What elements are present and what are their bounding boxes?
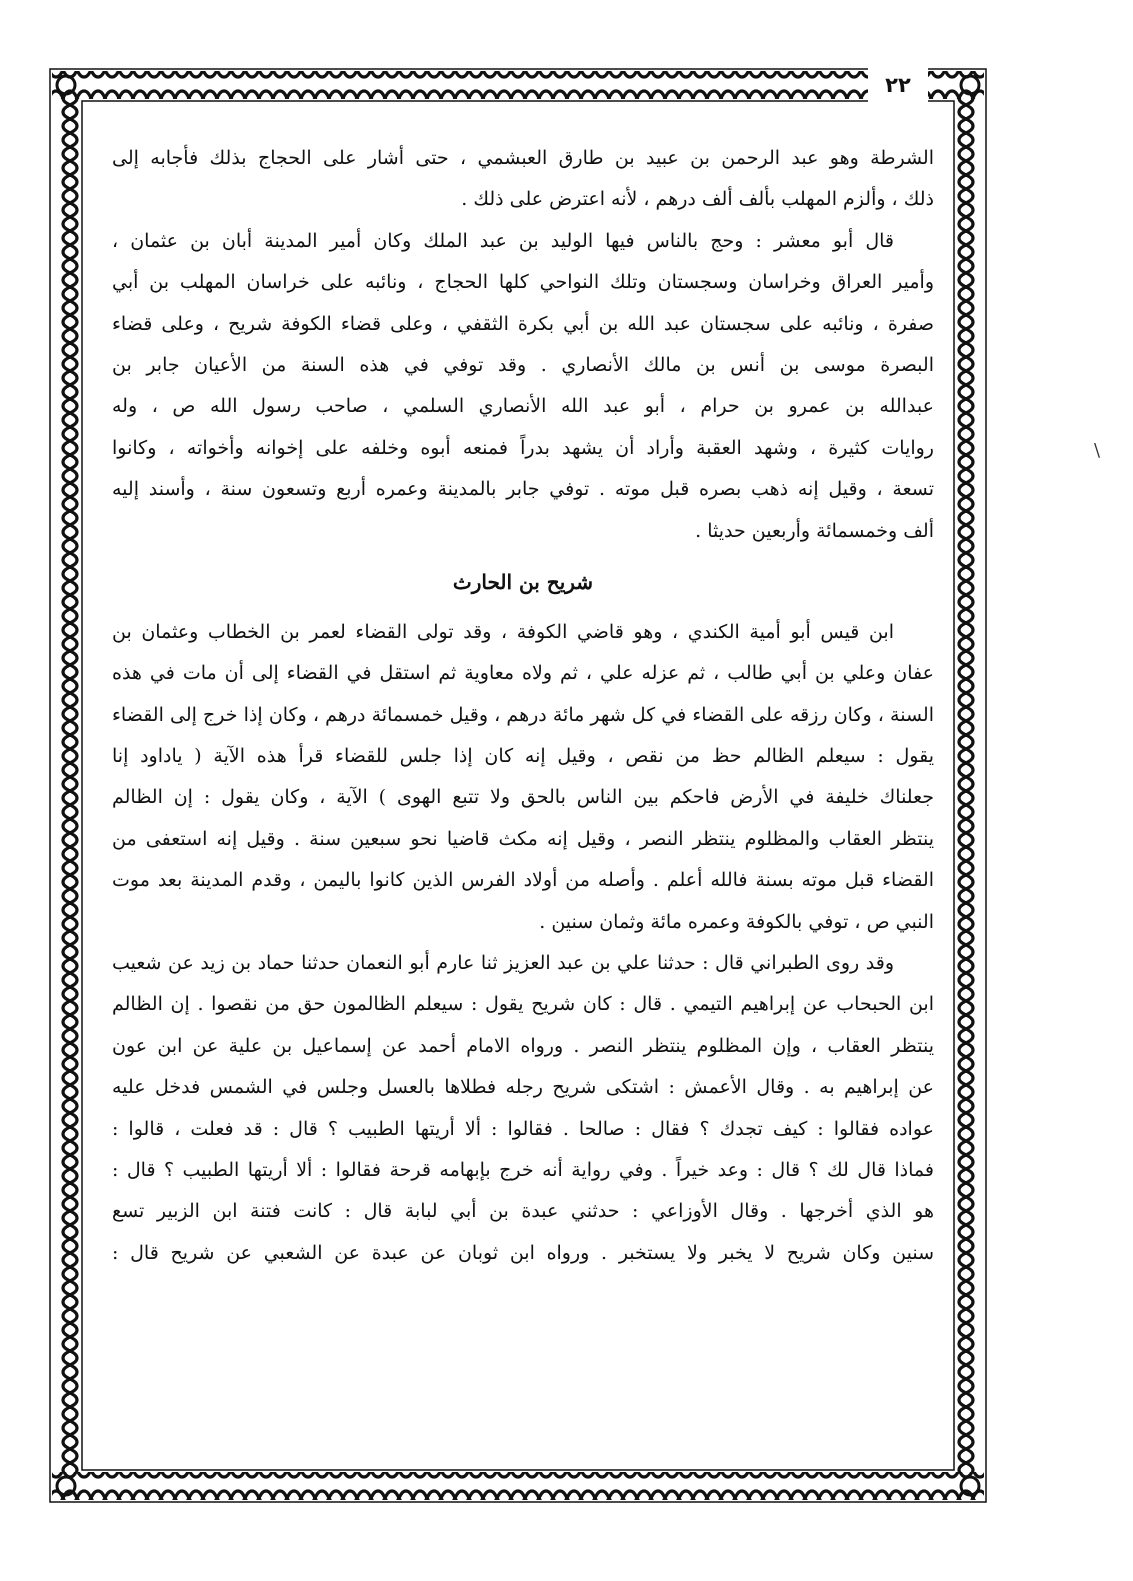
paragraph-4 [112,943,934,1274]
text-line: روايات كثيرة ، وشهد العقبة وأراد أن يشهد بدراً فمنعه أبوه وخلفه على إخوانه وأخواته ، وكانوا [112,436,934,459]
text-line: البصرة موسى بن أنس بن مالك الأنصاري . وقد توفي في هذه السنة من الأعيان جابر بن [112,353,934,376]
paragraph-3 [112,612,934,943]
section-heading: شريح بن الحارث [452,569,594,594]
text-line: سنين وكان شريح لا يخبر ولا يستخبر . ورواه ابن ثوبان عن عبدة عن الشعبي عن شريح قال : [112,1241,934,1264]
text-line: هو الذي أخرجها . وقال الأوزاعي : حدثني عبدة بن أبي لبابة قال : كانت فتنة ابن الزبير تسع [112,1200,934,1223]
text-line: السنة ، وكان رزقه على القضاء في كل شهر مائة درهم ، وقيل خمسمائة درهم ، وكان إذا خرج إلى القضاء [112,703,934,726]
text-line: صفرة ، ونائبه على سجستان عبد الله بن أبي بكرة الثقفي ، وعلى قضاء الكوفة شريح ، وعلى قضاء [112,312,934,335]
text-line: الشرطة وهو عبد الرحمن بن عبيد بن طارق العبشمي ، حتى أشار على الحجاج بذلك فأجابه إلى [112,147,934,169]
text-line: ينتظر العقاب ، وإن المظلوم ينتظر النصر . ورواه الامام أحمد عن إسماعيل بن علية عن ابن عون [112,1034,934,1057]
text-line: عفان وعلي بن أبي طالب ، ثم عزله علي ، ثم ولاه معاوية ثم استقل في القضاء إلى أن مات في هذه [112,662,934,685]
text-line: ابن الحبحاب عن إبراهيم التيمي . قال : كان شريح يقول : سيعلم الظالمون حق من نقصوا . إن الظالم [112,993,934,1016]
text-line: القضاء قبل موته بسنة فالله أعلم . وأصله من أولاد الفرس الذين كانوا باليمن ، وقدم المدينة بعد موت [112,869,934,892]
text-line: ذلك ، وألزم المهلب بألف ألف درهم ، لأنه اعترض على ذلك . [461,188,934,211]
text-line: ينتظر العقاب والمظلوم ينتظر النصر ، وقيل إنه مكث قاضيا نحو سبعين سنة . وقيل إنه استعفى من [112,827,934,850]
text-line: عواده فقالوا : كيف تجدك ؟ فقال : صالحا . فقالوا : ألا أريتها الطبيب ؟ قال : قد فعلت ، قالوا : [112,1117,934,1140]
text-line: عبدالله بن عمرو بن حرام ، أبو عبد الله الأنصاري السلمي ، صاحب رسول الله ص ، وله [112,395,934,418]
text-line: النبي ص ، توفي بالكوفة وعمره مائة وثمان سنين . [539,910,934,933]
page-number: ٢٢ [868,66,928,104]
paragraph-2 [112,221,934,552]
text-line: وأمير العراق وخراسان وسجستان وتلك النواحي كلها الحجاج ، ونائبه على خراسان المهلب بن أبي [112,271,934,294]
text-line: عن إبراهيم به . وقال الأعمش : اشتكى شريح رجله فطلاها بالعسل وجلس في الشمس فدخل عليه [112,1076,934,1099]
page-body [112,138,934,1274]
text-line: تسعة ، وقيل إنه ذهب بصره قبل موته . توفي جابر بالمدينة وعمره أربع وتسعون سنة ، وأسند إليه [112,478,934,501]
text-line: يقول : سيعلم الظالم حظ من نقص ، وقيل إنه كان إذا جلس للقضاء قرأ هذه الآية ( ياداود إنا [112,745,934,768]
text-line: ابن قيس أبو أمية الكندي ، وهو قاضي الكوفة ، وقد تولى القضاء لعمر بن الخطاب وعثمان بن [112,620,894,643]
margin-mark: \ [1094,440,1101,461]
text-line: فماذا قال لك ؟ قال : وعد خيراً . وفي رواية أنه خرج بإبهامه قرحة فقالوا : ألا أريتها الطبيب ؟ قال : [112,1158,934,1181]
paragraph-1 [112,138,934,221]
text-line: جعلناك خليفة في الأرض فاحكم بين الناس بالحق ولا تتبع الهوى ) الآية ، وكان يقول : إن الظالم [112,786,934,809]
text-line: ألف وخمسمائة وأربعين حديثا . [695,519,934,542]
text-line: وقد روى الطبراني قال : حدثنا علي بن عبد العزيز ثنا عارم أبو النعمان حدثنا حماد بن زيد عن شعيب [112,952,894,975]
text-line: قال أبو معشر : وحج بالناس فيها الوليد بن عبد الملك وكان أمير المدينة أبان بن عثمان ، [112,229,894,252]
